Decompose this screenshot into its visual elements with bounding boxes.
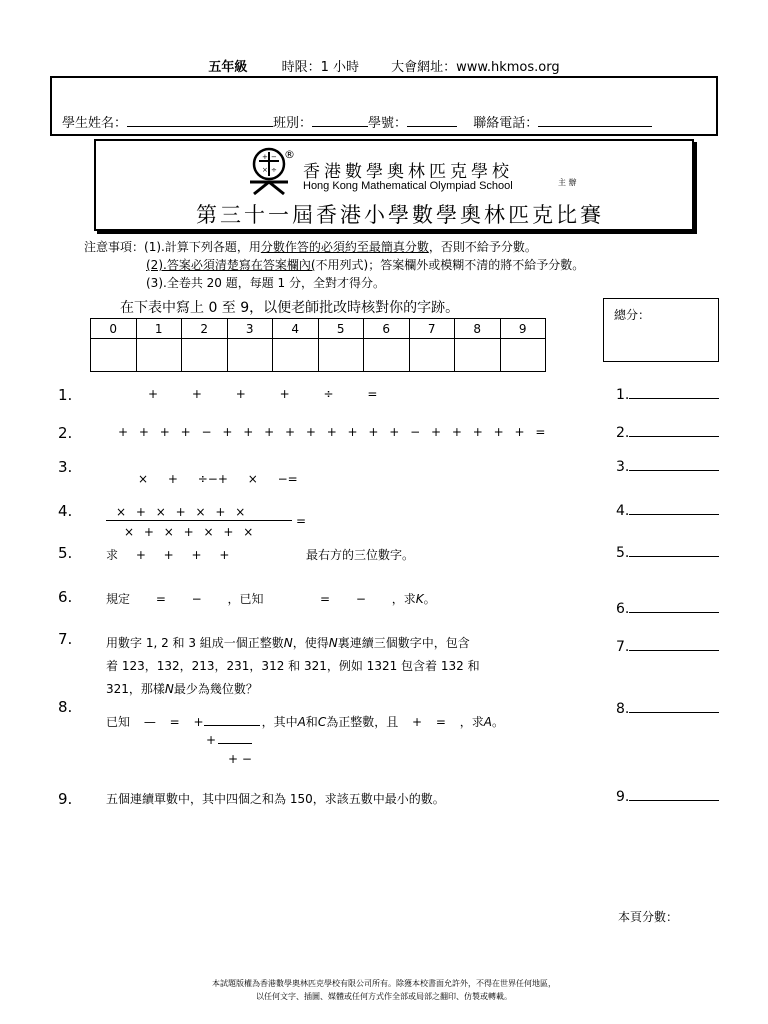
answer-1-line[interactable] [629,386,719,399]
note-1-suffix: ，否則不給予分數。 [428,240,537,254]
answer-6[interactable] [616,600,719,617]
exam-header [0,56,768,75]
question-8-frac-2: + − [228,752,252,766]
svg-text:+: + [262,153,268,161]
answer-6-line[interactable] [629,600,719,613]
digit-write-cell[interactable] [500,339,546,372]
question-9-number: 9. [58,790,73,808]
name-label: 學生姓名： [62,116,128,131]
digit-cell: 9 [500,319,546,339]
answer-8[interactable] [616,700,719,717]
note-2-underlined: (2).答案必須清楚寫在答案欄內( [146,258,316,272]
phone-label: 聯絡電話： [473,116,539,131]
digit-table [90,318,546,372]
digit-write-cell[interactable] [409,339,455,372]
answer-2-line[interactable] [629,424,719,437]
digit-cell: 4 [273,319,319,339]
note-1-prefix: (1).計算下列各題，用 [144,240,261,254]
question-5-text-a: 求 + + + + [106,548,230,562]
question-7-var-n-2: N [328,636,338,650]
fraction-bar [106,520,292,521]
question-7-line-3-a: 321，那樣 [106,682,165,696]
answer-9-label: 9. [616,789,630,805]
answer-1[interactable] [616,386,719,403]
digit-write-cell[interactable] [273,339,319,372]
answer-7-label: 7. [616,639,630,655]
question-7-line-1-c: 裏連續三個數字中，包含 [337,636,470,650]
question-8-text [106,713,504,730]
digit-cell: 0 [91,319,137,339]
question-5-number: 5. [58,544,73,562]
question-8-var-a: A [297,715,306,729]
note-2-middle: 不用列式 [315,258,364,272]
question-3-text: × + ÷−+ × −= [138,472,298,486]
answer-5-label: 5. [616,545,630,561]
digit-instruction: 在下表中寫上 0 至 9，以便老師批改時核對你的字跡。 [120,300,460,316]
question-8-text-b: ，其中 [261,715,298,729]
digit-cell: 7 [409,319,455,339]
question-8-end: 。 [491,715,504,729]
grade-label: 五年級 [208,60,248,75]
note-3: (3).全卷共 20 題，每題 1 分，全對才得分。 [146,276,385,290]
question-2-text: + + + + − + + + + + + + + + − + + + + + = [118,425,546,439]
question-9-text: 五個連續單數中，其中四個之和為 150，求該五數中最小的數。 [106,792,445,806]
note-1-underlined: 分數作答的必須約至最簡真分數 [260,240,429,254]
question-8-var-a-2: A [483,715,492,729]
class-field[interactable] [312,114,368,127]
question-7-var-n-3: N [164,682,174,696]
answer-1-label: 1. [616,387,630,403]
answer-8-label: 8. [616,701,630,717]
digit-write-cell[interactable] [318,339,364,372]
svg-text:÷: ÷ [271,166,277,174]
question-6-var: K [415,592,424,606]
digit-write-cell[interactable] [364,339,410,372]
question-8-var-c: C [317,715,327,729]
question-8-text-c: 和 [305,715,318,729]
answer-3-label: 3. [616,459,630,475]
question-8-text-d: 為正整數，且 + = ，求 [326,715,484,729]
svg-text:−: − [271,153,277,161]
answer-9[interactable] [616,788,719,805]
question-8-text-a: 已知 — = + [106,715,204,729]
answer-4[interactable] [616,502,719,519]
answer-7[interactable] [616,638,719,655]
digit-write-cell[interactable] [227,339,273,372]
note-1 [84,238,537,255]
student-number-field[interactable] [407,114,457,127]
question-7-line-3-b: 最少為幾位數？ [173,682,258,696]
question-4-number: 4. [58,502,73,520]
question-4-equals: = [296,514,307,528]
question-6-end: 。 [423,592,436,606]
answer-4-line[interactable] [629,502,719,515]
page-score-label: 本頁分數： [618,910,679,924]
question-7-line-1-b: ，使得 [292,636,329,650]
question-1-text: + + + + ÷ = [148,387,378,401]
digit-cell: 1 [136,319,182,339]
digit-write-cell[interactable] [455,339,501,372]
svg-text:×: × [262,166,268,174]
registered-mark: ® [284,148,295,161]
question-8-frac-1-op: + [206,733,217,747]
host-label: 主 辦 [558,178,577,187]
digit-write-cell[interactable] [182,339,228,372]
digit-cell: 3 [227,319,273,339]
question-7-var-n: N [283,636,293,650]
answer-7-line[interactable] [629,638,719,651]
answer-4-label: 4. [616,503,630,519]
question-6-number: 6. [58,588,73,606]
notes-label: 注意事項： [84,240,145,254]
copyright-line-1: 本試題版權為香港數學奧林匹克學校有限公司所有。除獲本校書面允許外，不得在世界任何地區， [212,979,556,988]
note-2 [146,256,584,273]
question-4-denominator: × + × + × + × [124,525,254,539]
question-7-line-3 [106,680,258,697]
time-limit: 時限：1 小時 [281,60,359,75]
question-7-number: 7. [58,630,73,648]
note-2-suffix: )；答案欄外或模糊不清的將不給予分數。 [363,258,585,272]
digit-write-cell[interactable] [136,339,182,372]
answer-9-line[interactable] [629,788,719,801]
question-1-number: 1. [58,386,73,404]
question-7-line-2: 着 123，132，213，231，312 和 321，例如 1321 包含着 132 和 [106,659,480,673]
question-2-number: 2. [58,424,73,442]
question-6-text-a: 規定 = − ，已知 [106,592,264,606]
phone-field[interactable] [538,114,652,127]
answer-2-label: 2. [616,425,630,441]
answer-3-line[interactable] [629,458,719,471]
digit-cell: 2 [182,319,228,339]
answer-6-label: 6. [616,601,630,617]
digit-write-cell[interactable] [91,339,137,372]
question-7-line-1-a: 用數字 1, 2 和 3 組成一個正整數 [106,636,284,650]
question-4-numerator: × + × + × + × [116,505,246,519]
website: 大會網址：www.hkmos.org [391,60,560,75]
digit-header-row [91,319,546,339]
question-7-line-1 [106,634,470,651]
question-5-text-b: 最右方的三位數字。 [306,548,415,562]
question-8-frac-1-bar [218,736,252,744]
name-field[interactable] [127,114,273,127]
question-8-frac-bar [204,716,260,726]
number-label: 學號： [368,116,408,131]
question-8-frac-1 [206,733,252,747]
question-6-text-b [320,590,436,607]
digit-write-row [91,339,546,372]
digit-cell: 5 [318,319,364,339]
student-info-line [62,112,652,131]
school-name-zh: 香港數學奧林匹克學校 [303,162,513,182]
copyright-line-2: 以任何文字、插圖、媒體或任何方式作全部或局部之翻印、仿製或轉載。 [256,992,512,1001]
answer-5[interactable] [616,544,719,561]
total-score-label: 總分： [614,308,651,322]
answer-3[interactable] [616,458,719,475]
question-6-text-b-main: = − ，求 [320,592,416,606]
school-name-en: Hong Kong Mathematical Olympiad School [303,180,513,192]
contest-title: 第三十一屆香港小學數學奧林匹克比賽 [196,203,604,227]
question-8-number: 8. [58,698,73,716]
question-3-number: 3. [58,458,73,476]
class-label: 班別： [273,116,313,131]
answer-8-line[interactable] [629,700,719,713]
answer-2[interactable] [616,424,719,441]
digit-cell: 6 [364,319,410,339]
answer-5-line[interactable] [629,544,719,557]
digit-cell: 8 [455,319,501,339]
